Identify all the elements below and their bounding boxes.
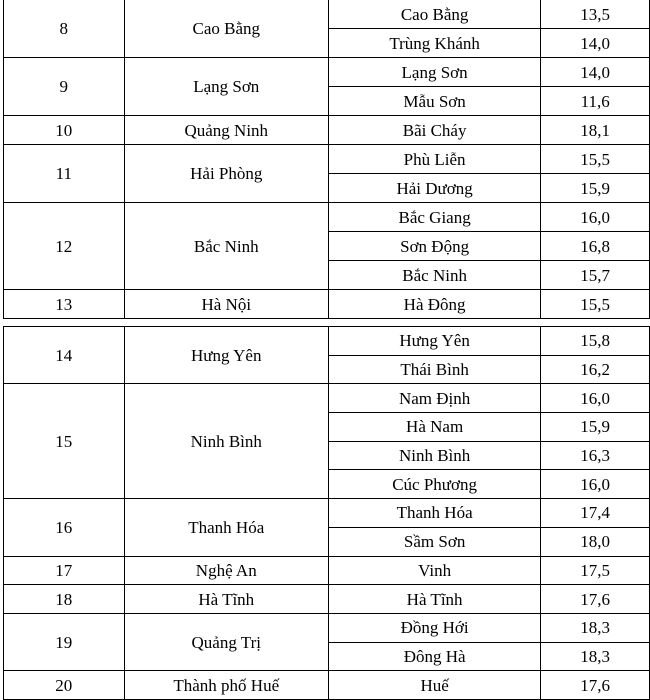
station-name: Thái Bình — [328, 355, 540, 384]
station-name: Bãi Cháy — [328, 116, 540, 145]
row-number: 8 — [4, 0, 125, 58]
table-row — [4, 671, 650, 700]
table-row — [4, 58, 650, 87]
row-number: 13 — [4, 290, 125, 319]
station-table-part-1 — [3, 0, 650, 319]
province-name: Hà Tĩnh — [124, 585, 328, 614]
row-number: 15 — [4, 384, 125, 499]
station-value: 15,7 — [541, 261, 650, 290]
station-name: Mẫu Sơn — [328, 87, 540, 116]
table-body — [4, 0, 650, 319]
province-name: Hưng Yên — [124, 327, 328, 384]
station-name: Sơn Động — [328, 232, 540, 261]
station-value: 15,9 — [541, 174, 650, 203]
province-name: Ninh Bình — [124, 384, 328, 499]
table-row — [4, 384, 650, 413]
row-number: 10 — [4, 116, 125, 145]
station-name: Hưng Yên — [328, 327, 540, 356]
table-row — [4, 145, 650, 174]
row-number: 17 — [4, 556, 125, 585]
station-value: 16,0 — [541, 470, 650, 499]
row-number: 18 — [4, 585, 125, 614]
station-name: Huế — [328, 671, 540, 700]
station-name: Bắc Giang — [328, 203, 540, 232]
station-value: 18,0 — [541, 527, 650, 556]
station-name: Lạng Sơn — [328, 58, 540, 87]
station-name: Ninh Bình — [328, 441, 540, 470]
station-name: Hà Nam — [328, 413, 540, 442]
station-name: Trùng Khánh — [328, 29, 540, 58]
station-value: 17,6 — [541, 585, 650, 614]
table-row — [4, 116, 650, 145]
station-value: 16,3 — [541, 441, 650, 470]
station-table-part-2 — [3, 326, 650, 700]
table-row — [4, 0, 650, 29]
province-name: Quảng Ninh — [124, 116, 328, 145]
table-row — [4, 613, 650, 642]
province-name: Thành phố Huế — [124, 671, 328, 700]
station-value: 17,6 — [541, 671, 650, 700]
station-value: 17,5 — [541, 556, 650, 585]
row-number: 9 — [4, 58, 125, 116]
station-value: 15,9 — [541, 413, 650, 442]
table-row — [4, 585, 650, 614]
station-name: Bắc Ninh — [328, 261, 540, 290]
row-number: 20 — [4, 671, 125, 700]
station-value: 18,3 — [541, 613, 650, 642]
station-name: Cúc Phương — [328, 470, 540, 499]
province-name: Quảng Trị — [124, 613, 328, 670]
station-value: 16,2 — [541, 355, 650, 384]
province-name: Hà Nội — [124, 290, 328, 319]
table-row — [4, 327, 650, 356]
station-name: Cao Bằng — [328, 0, 540, 29]
row-number: 14 — [4, 327, 125, 384]
province-name: Bắc Ninh — [124, 203, 328, 290]
province-name: Lạng Sơn — [124, 58, 328, 116]
station-name: Nam Định — [328, 384, 540, 413]
station-name: Đồng Hới — [328, 613, 540, 642]
station-name: Hà Tĩnh — [328, 585, 540, 614]
row-number: 19 — [4, 613, 125, 670]
station-name: Hà Đông — [328, 290, 540, 319]
station-value: 16,0 — [541, 384, 650, 413]
province-name: Cao Bằng — [124, 0, 328, 58]
station-value: 11,6 — [541, 87, 650, 116]
station-value: 16,8 — [541, 232, 650, 261]
station-name: Đông Hà — [328, 642, 540, 671]
station-name: Thanh Hóa — [328, 499, 540, 528]
station-value: 14,0 — [541, 58, 650, 87]
station-value: 17,4 — [541, 499, 650, 528]
station-value: 14,0 — [541, 29, 650, 58]
station-value: 15,5 — [541, 145, 650, 174]
station-name: Phù Liễn — [328, 145, 540, 174]
table-row — [4, 290, 650, 319]
station-value: 15,5 — [541, 290, 650, 319]
table-row — [4, 203, 650, 232]
table-row — [4, 499, 650, 528]
station-value: 18,3 — [541, 642, 650, 671]
station-name: Sầm Sơn — [328, 527, 540, 556]
row-number: 11 — [4, 145, 125, 203]
row-number: 16 — [4, 499, 125, 556]
province-name: Nghệ An — [124, 556, 328, 585]
table-row — [4, 556, 650, 585]
province-name: Thanh Hóa — [124, 499, 328, 556]
station-name: Vinh — [328, 556, 540, 585]
station-value: 15,8 — [541, 327, 650, 356]
province-name: Hải Phòng — [124, 145, 328, 203]
table-body — [4, 327, 650, 700]
row-number: 12 — [4, 203, 125, 290]
station-value: 16,0 — [541, 203, 650, 232]
station-value: 18,1 — [541, 116, 650, 145]
station-name: Hải Dương — [328, 174, 540, 203]
station-value: 13,5 — [541, 0, 650, 29]
